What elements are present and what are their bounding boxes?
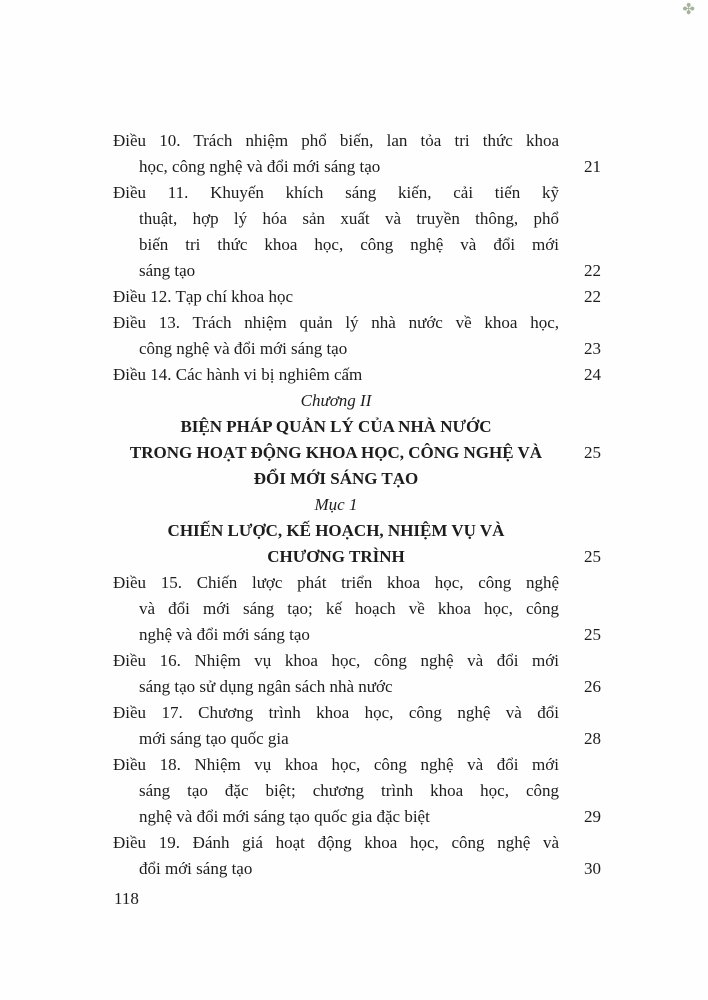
toc-line [113,128,601,154]
toc-line-text: Điều 19. Đánh giá hoạt động khoa học, công nghệ và [113,833,559,852]
toc-page-number [559,778,601,804]
toc-line [113,804,601,830]
toc-line-text: Điều 17. Chương trình khoa học, công nghệ và đổi [113,703,559,722]
toc-line [113,180,601,206]
toc-line [113,232,601,258]
toc-page-number [559,570,601,596]
toc-line-text: nghệ và đổi mới sáng tạo [139,625,310,644]
toc-line [113,336,601,362]
toc-line-text: công nghệ và đổi mới sáng tạo [139,339,348,358]
toc-page-number: 22 [584,287,601,306]
toc-line [113,492,601,518]
toc-line [113,752,601,778]
toc-line [113,258,601,284]
toc-line [113,544,601,570]
toc-line-text: Điều 14. Các hành vi bị nghiêm cấm [113,365,363,384]
toc-page-number: 25 [584,547,601,566]
toc-line [113,830,601,856]
toc-line [113,284,601,310]
toc-line [113,518,601,544]
toc-page-number: 22 [584,261,601,280]
toc-line-text: TRONG HOẠT ĐỘNG KHOA HỌC, CÔNG NGHỆ VÀ [129,443,543,462]
toc-line [113,570,601,596]
toc-line-text: sáng tạo sử dụng ngân sách nhà nước [139,677,393,696]
toc-page-number [559,752,601,778]
toc-page-number [559,700,601,726]
toc-page-number [559,310,601,336]
toc-line [113,726,601,752]
toc-page-number: 21 [584,157,601,176]
toc-line [113,778,601,804]
toc-line-text: biến tri thức khoa học, công nghệ và đổi mới [139,235,559,254]
toc-line-text: Mục 1 [314,495,358,514]
toc-line [113,648,601,674]
toc-page-number [559,518,601,544]
toc-page-number [559,128,601,154]
toc-line [113,154,601,180]
toc-line-text: mới sáng tạo quốc gia [139,729,289,748]
toc-page-number [559,232,601,258]
toc-line [113,206,601,232]
toc-line [113,388,601,414]
toc-page-number [559,648,601,674]
toc-page-number: 25 [584,443,601,462]
toc-line [113,700,601,726]
toc-line-text: Điều 16. Nhiệm vụ khoa học, công nghệ và đổi mới [113,651,559,670]
footer-page-number: 118 [114,889,139,908]
toc-line [113,674,601,700]
toc-line [113,466,601,492]
toc-line-text: Điều 11. Khuyến khích sáng kiến, cải tiến kỹ [113,183,559,202]
toc-line-text: CHƯƠNG TRÌNH [267,547,405,566]
toc-page-number [559,206,601,232]
flower-icon: ✤ [682,2,695,18]
toc-page-number: 28 [584,729,601,748]
toc-page-number: 25 [584,625,601,644]
toc-line-text: Điều 13. Trách nhiệm quản lý nhà nước về khoa học, [113,313,559,332]
toc-line-text: sáng tạo [139,261,196,280]
toc-line [113,362,601,388]
toc-page-number: 23 [584,339,601,358]
toc-line-text: Điều 18. Nhiệm vụ khoa học, công nghệ và đổi mới [113,755,559,774]
toc-line [113,310,601,336]
toc-line-text: Điều 12. Tạp chí khoa học [113,287,294,306]
toc-line-text: CHIẾN LƯỢC, KẾ HOẠCH, NHIỆM VỤ VÀ [167,521,505,540]
toc-line-text: nghệ và đổi mới sáng tạo quốc gia đặc biệt [139,807,430,826]
toc-line [113,414,601,440]
toc-line-text: học, công nghệ và đổi mới sáng tạo [139,157,381,176]
toc [113,128,601,882]
toc-line-text: ĐỔI MỚI SÁNG TẠO [253,469,419,488]
toc-line-text: thuật, hợp lý hóa sản xuất và truyền thông, phổ [139,209,559,228]
toc-line-text: sáng tạo đặc biệt; chương trình khoa học, công [139,781,559,800]
toc-line-text: và đổi mới sáng tạo; kế hoạch về khoa học, công [139,599,559,618]
toc-line [113,856,601,882]
toc-page-number [559,830,601,856]
toc-line-text: BIỆN PHÁP QUẢN LÝ CỦA NHÀ NƯỚC [180,417,492,436]
toc-page-number: 26 [584,677,601,696]
toc-page-number [559,180,601,206]
toc-page-number: 24 [584,365,601,384]
toc-line-text: Chương II [300,391,372,410]
toc-page-number: 29 [584,807,601,826]
toc-page-number [559,596,601,622]
toc-page-number: 30 [584,859,601,878]
toc-page-number [559,414,601,440]
toc-line-text: đổi mới sáng tạo [139,859,253,878]
toc-line-text: Điều 15. Chiến lược phát triển khoa học, công nghệ [113,573,559,592]
toc-line-text: Điều 10. Trách nhiệm phổ biến, lan tỏa tri thức khoa [113,131,559,150]
toc-line [113,596,601,622]
toc-page-number [559,388,601,414]
toc-line [113,622,601,648]
toc-page-number [559,466,601,492]
toc-line [113,440,601,466]
toc-page-number [559,492,601,518]
